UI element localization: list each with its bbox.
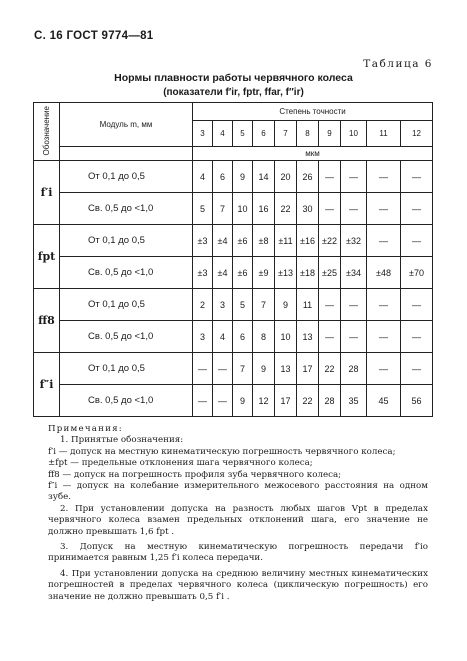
value-cell: 20	[275, 161, 297, 193]
module-cell: Св. 0,5 до <1,0	[60, 385, 193, 417]
value-cell: 3	[193, 321, 213, 353]
value-cell: 3	[213, 289, 233, 321]
value-cell: 16	[253, 193, 275, 225]
value-cell: 17	[297, 353, 319, 385]
value-cell: —	[213, 353, 233, 385]
table-row	[34, 385, 433, 417]
value-cell: 10	[233, 193, 253, 225]
module-cell: От 0,1 до 0,5	[60, 289, 193, 321]
col-header-degree: Степень точности	[193, 103, 433, 121]
value-cell: ±22	[319, 225, 341, 257]
value-cell: —	[367, 321, 401, 353]
value-cell: —	[367, 353, 401, 385]
value-cell: —	[401, 161, 433, 193]
note-1d: f″i — допуск на колебание измерительного межосевого расстояния на одном зубе.	[48, 481, 428, 503]
value-cell: 17	[275, 385, 297, 417]
table-number: Таблица 6	[363, 58, 433, 70]
col-header-module: Модуль m, мм	[60, 103, 193, 147]
value-cell: 10	[275, 321, 297, 353]
value-cell: 4	[213, 321, 233, 353]
module-cell: Св. 0,5 до <1,0	[60, 321, 193, 353]
value-cell: 4	[193, 161, 213, 193]
degree-header: 3	[193, 121, 213, 147]
symbol-cell: fpt	[34, 225, 60, 289]
symbol-cell: f′i	[34, 161, 60, 225]
module-cell: Св. 0,5 до <1,0	[60, 257, 193, 289]
degree-header: 5	[233, 121, 253, 147]
value-cell: —	[367, 161, 401, 193]
value-cell: ±34	[341, 257, 367, 289]
degree-header: 10	[341, 121, 367, 147]
value-cell: —	[341, 193, 367, 225]
value-cell: —	[341, 321, 367, 353]
value-cell: 9	[253, 353, 275, 385]
value-cell: —	[193, 353, 213, 385]
table-subtitle: (показатели f′ir, fptr, ffar, f″ir)	[163, 87, 304, 98]
note-4: 4. При установлении допуска на среднюю величину местных кинематических погрешностей в пределах червячного колеса (циклическую погрешность) его значение не должно превышать 0,5 f′i .	[48, 568, 428, 602]
value-cell: ±70	[401, 257, 433, 289]
note-1c: ff8 — допуск на погрешность профиля зуба червячного колеса;	[48, 469, 342, 480]
value-cell: —	[401, 321, 433, 353]
value-cell: ±8	[253, 225, 275, 257]
value-cell: 22	[297, 385, 319, 417]
degree-header: 9	[319, 121, 341, 147]
value-cell: 13	[275, 353, 297, 385]
value-cell: —	[193, 385, 213, 417]
symbol-cell: ff8	[34, 289, 60, 353]
value-cell: —	[401, 289, 433, 321]
value-cell: ±13	[275, 257, 297, 289]
value-cell: ±4	[213, 225, 233, 257]
value-cell: ±25	[319, 257, 341, 289]
empty-cell	[60, 147, 193, 161]
degree-header: 7	[275, 121, 297, 147]
table-row	[34, 289, 433, 321]
value-cell: —	[319, 289, 341, 321]
module-cell: Св. 0,5 до <1,0	[60, 193, 193, 225]
degree-header: 6	[253, 121, 275, 147]
notes-heading: Примечания:	[48, 424, 123, 434]
value-cell: 8	[253, 321, 275, 353]
table-row	[34, 353, 433, 385]
value-cell: 26	[297, 161, 319, 193]
value-cell: —	[319, 161, 341, 193]
note-1: 1. Принятые обозначения:	[60, 435, 184, 446]
value-cell: ±18	[297, 257, 319, 289]
value-cell: ±16	[297, 225, 319, 257]
note-2: 2. При установлении допуска на разность любых шагов Vpt в пределах червячного колеса взамен предельных отклонений шага, его значение не должно превышать 1,6 fpt .	[48, 503, 428, 537]
value-cell: 28	[319, 385, 341, 417]
value-cell: ±32	[341, 225, 367, 257]
value-cell: 9	[233, 161, 253, 193]
table-row	[34, 257, 433, 289]
value-cell: —	[319, 193, 341, 225]
module-cell: От 0,1 до 0,5	[60, 353, 193, 385]
value-cell: ±3	[193, 257, 213, 289]
value-cell: 6	[213, 161, 233, 193]
note-3: 3. Допуск на местную кинематическую погрешность передачи f′io принимается равным 1,25 f′i колеса передачи.	[48, 542, 428, 564]
value-cell: 14	[253, 161, 275, 193]
value-cell: —	[341, 289, 367, 321]
value-cell: ±4	[213, 257, 233, 289]
value-cell: 9	[233, 385, 253, 417]
col-header-symbol: Обозначение	[34, 103, 60, 161]
value-cell: 5	[233, 289, 253, 321]
value-cell: 6	[233, 321, 253, 353]
value-cell: —	[319, 321, 341, 353]
value-cell: —	[213, 385, 233, 417]
value-cell: —	[367, 193, 401, 225]
value-cell: 5	[193, 193, 213, 225]
table-row	[34, 161, 433, 193]
degree-header: 4	[213, 121, 233, 147]
degree-header: 11	[367, 121, 401, 147]
degree-header: 12	[401, 121, 433, 147]
value-cell: ±3	[193, 225, 213, 257]
note-1b: ±fpt — предельные отклонения шага червячного колеса;	[48, 458, 313, 469]
value-cell: ±6	[233, 257, 253, 289]
module-cell: От 0,1 до 0,5	[60, 161, 193, 193]
value-cell: 22	[275, 193, 297, 225]
value-cell: —	[367, 225, 401, 257]
value-cell: 22	[319, 353, 341, 385]
value-cell: 13	[297, 321, 319, 353]
value-cell: 7	[233, 353, 253, 385]
value-cell: 12	[253, 385, 275, 417]
value-cell: —	[401, 193, 433, 225]
note-1a: f′i — допуск на местную кинематическую погрешность червячного колеса;	[48, 446, 396, 457]
page-header: С. 16 ГОСТ 9774—81	[34, 30, 154, 42]
value-cell: 9	[275, 289, 297, 321]
value-cell: 30	[297, 193, 319, 225]
value-cell: 7	[253, 289, 275, 321]
value-cell: 2	[193, 289, 213, 321]
table-title: Нормы плавности работы червячного колеса	[114, 72, 353, 84]
value-cell: —	[341, 161, 367, 193]
table-row	[34, 225, 433, 257]
value-cell: ±48	[367, 257, 401, 289]
value-cell: ±9	[253, 257, 275, 289]
value-cell: ±6	[233, 225, 253, 257]
table-row	[34, 193, 433, 225]
value-cell: 35	[341, 385, 367, 417]
tolerance-table	[33, 102, 433, 417]
unit-cell: мкм	[193, 147, 433, 161]
value-cell: 11	[297, 289, 319, 321]
notes-block	[48, 424, 428, 603]
value-cell: 45	[367, 385, 401, 417]
value-cell: ±11	[275, 225, 297, 257]
value-cell: —	[401, 225, 433, 257]
symbol-cell: f″i	[34, 353, 60, 417]
table-row	[34, 321, 433, 353]
module-cell: От 0,1 до 0,5	[60, 225, 193, 257]
value-cell: 28	[341, 353, 367, 385]
value-cell: —	[367, 289, 401, 321]
value-cell: —	[401, 353, 433, 385]
value-cell: 56	[401, 385, 433, 417]
value-cell: 7	[213, 193, 233, 225]
degree-header: 8	[297, 121, 319, 147]
